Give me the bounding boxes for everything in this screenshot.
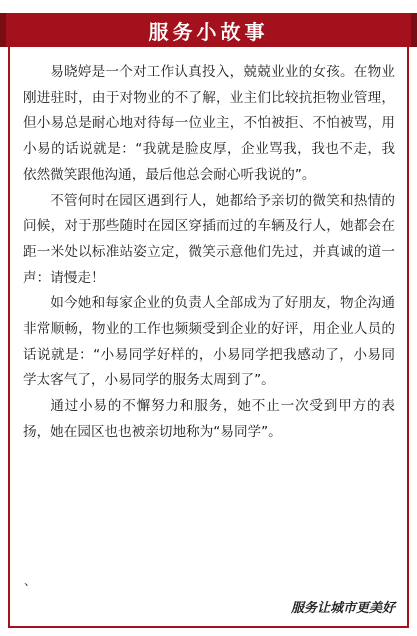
stray-mark: 、 — [24, 574, 37, 588]
story-body — [23, 60, 395, 446]
paragraph-3: 如今她和每家企业的负责人全部成为了好朋友，物企沟通非常顺畅，物业的工作也频频受到企业的好评，用企业人员的话说就是：“小易同学好样的，小易同学把我感动了，小易同学太客气了，小易同学的服务太周到了”。 — [23, 295, 395, 389]
paragraph-4: 通过小易的不懈努力和服务，她不止一次受到甲方的表扬，她在园区也也被亲切地称为“易同学”。 — [23, 398, 395, 440]
page-title: 服务小故事 — [148, 19, 269, 44]
paragraph-1: 易晓婷是一个对工作认真投入，兢兢业业的女孩。在物业刚进驻时，由于对物业的不了解，业主们比较抗拒物业管理，但小易总是耐心地对待每一位业主，不怕被拒、不怕被骂，用小易的话说就是：“我就是脸皮厚，企业骂我，我也不走，我依然微笑跟他沟通，最后他总会耐心听我说的”。 — [23, 64, 395, 183]
paragraph-2: 不管何时在园区遇到行人，她都给予亲切的微笑和热情的问候，对于那些随时在园区穿插而过的车辆及行人，她都会在距一米处以标准站姿立定，微笑示意他们先过，并真诚的道一声：请慢走！ — [23, 192, 395, 286]
footer-slogan: 服务让城市更美好 — [290, 601, 395, 616]
title-banner — [0, 13, 417, 47]
